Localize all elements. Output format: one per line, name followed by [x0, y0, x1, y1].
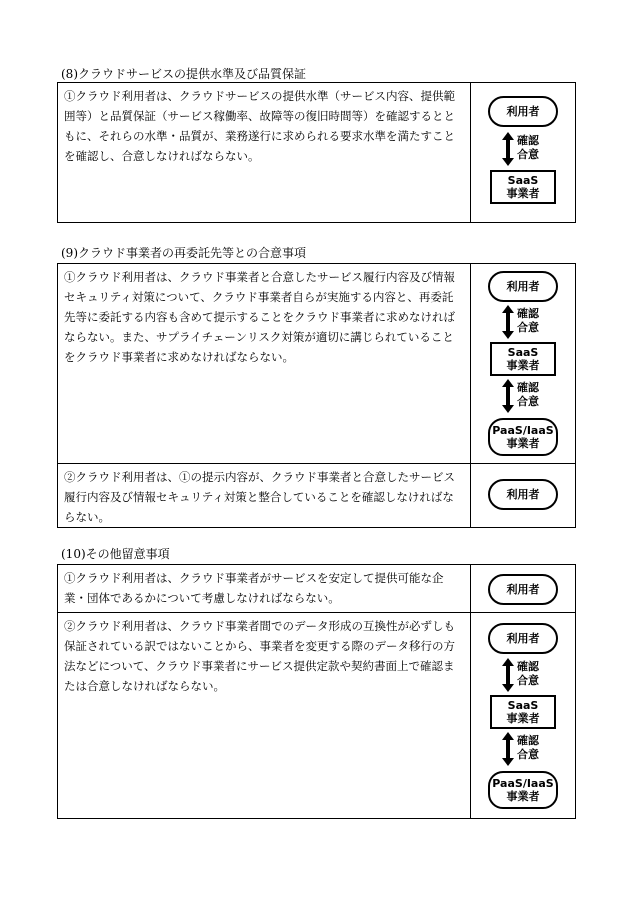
confirm-agree-label: 確認 合意	[517, 134, 539, 161]
double-arrow-icon	[501, 658, 515, 692]
section-9-diagram-1	[471, 264, 576, 464]
user-node: 利用者	[488, 96, 558, 127]
section-9-table	[57, 263, 576, 528]
section-8-diagram	[471, 83, 576, 223]
confirm-connector	[501, 658, 561, 692]
section-10-heading: (10)その他留意事項	[61, 547, 170, 561]
confirm-agree-label: 確認 合意	[517, 734, 539, 761]
paas-iaas-node: PaaS/IaaS 事業者	[488, 418, 558, 456]
confirm-connector	[501, 379, 561, 413]
section-10-item-1-text: ①クラウド利用者は、クラウド事業者がサービスを安定して提供可能な企業・団体であるかについて考慮しなければならない。	[58, 565, 471, 613]
section-10-diagram-2	[471, 613, 576, 819]
confirm-agree-label: 確認 合意	[517, 307, 539, 334]
section-8-item-1-text: ①クラウド利用者は、クラウドサービスの提供水準（サービス内容、提供範囲等）と品質保証（サービス稼働率、故障等の復旧時間等）を確認するとともに、それらの水準・品質が、業務遂行に求められる要求水準を満たすことを確認し、合意しなければならない。	[58, 83, 471, 223]
confirm-agree-label: 確認 合意	[517, 660, 539, 687]
section-9-heading: (9)クラウド事業者の再委託先等との合意事項	[61, 246, 306, 260]
section-10-table	[57, 564, 576, 819]
section-10-diagram-1	[471, 565, 576, 613]
confirm-connector	[501, 132, 561, 166]
confirm-connector	[501, 305, 561, 339]
saas-node: SaaS 事業者	[490, 342, 556, 376]
section-10-item-2-text: ②クラウド利用者は、クラウド事業者間でのデータ形成の互換性が必ずしも保証されている訳ではないことから、事業者を変更する際のデータ移行の方法などについて、クラウド事業者にサービス提供定款や契約書面上で確認または合意しなければならない。	[58, 613, 471, 819]
confirm-agree-label: 確認 合意	[517, 381, 539, 408]
section-9-item-2-text: ②クラウド利用者は、①の提示内容が、クラウド事業者と合意したサービス履行内容及び情報セキュリティ対策と整合していることを確認しなければならない。	[58, 464, 471, 528]
confirm-connector	[501, 732, 561, 766]
double-arrow-icon	[501, 379, 515, 413]
user-node: 利用者	[488, 271, 558, 302]
section-8-heading: (8)クラウドサービスの提供水準及び品質保証	[61, 67, 306, 81]
double-arrow-icon	[501, 132, 515, 166]
section-9-diagram-2	[471, 464, 576, 528]
double-arrow-icon	[501, 732, 515, 766]
saas-node: SaaS 事業者	[490, 170, 556, 204]
double-arrow-icon	[501, 305, 515, 339]
user-node: 利用者	[488, 623, 558, 654]
saas-node: SaaS 事業者	[490, 695, 556, 729]
paas-iaas-node: PaaS/IaaS 事業者	[488, 771, 558, 809]
user-node: 利用者	[488, 574, 558, 605]
section-9-item-1-text: ①クラウド利用者は、クラウド事業者と合意したサービス履行内容及び情報セキュリティ対策について、クラウド事業者自らが実施する内容と、再委託先等に委託する内容も含めて提示することをクラウド事業者に求めなければならない。また、サプライチェーンリスク対策が適切に講じられていることをクラウド事業者に求めなければならない。	[58, 264, 471, 464]
section-8-table	[57, 82, 576, 223]
user-node: 利用者	[488, 479, 558, 510]
